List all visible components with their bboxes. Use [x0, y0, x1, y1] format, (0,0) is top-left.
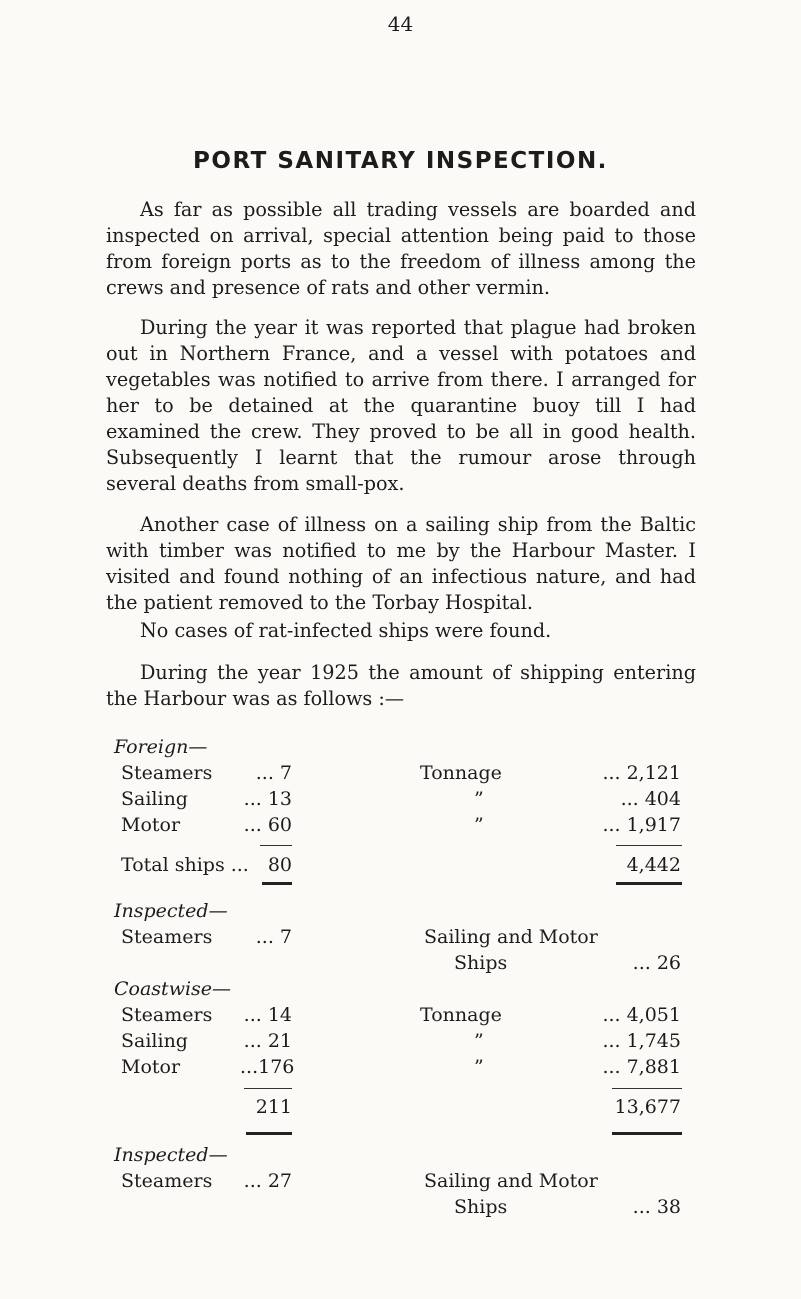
divider: [260, 845, 292, 846]
paragraph-5-text: During the year 1925 the amount of shipping entering the Harbour was as follows :—: [106, 661, 696, 710]
coastwise-row-count: ... 21: [243, 1030, 292, 1052]
foreign-row-tonnage-label: ”: [474, 788, 484, 810]
coastwise-row-tonnage: ... 4,051: [602, 1004, 681, 1026]
foreign-row-count: ... 7: [255, 762, 292, 784]
inspected-other-count: ... 38: [632, 1196, 681, 1218]
divider: [262, 882, 292, 885]
coastwise-row-label: Steamers: [121, 1004, 213, 1026]
paragraph-2-text: During the year it was reported that plague had broken out in Northern France, and a vessel with potatoes and vegetables was notified to arrive from there. I arranged for her to be detained at the quarantine buoy till I had examined the crew. They proved to be all in good health. Subsequently I learnt that the rumour arose through several deaths from small-pox.: [106, 316, 696, 495]
foreign-row-tonnage: ... 404: [620, 788, 681, 810]
coastwise-row-tonnage-label: Tonnage: [420, 1004, 502, 1026]
inspected-count: ... 7: [255, 926, 292, 948]
foreign-row-label: Motor: [121, 814, 181, 836]
inspected-heading: Inspected—: [114, 900, 228, 922]
paragraph-2: [106, 315, 696, 497]
inspected-other-label: Ships: [454, 1196, 508, 1218]
foreign-row-label: Steamers: [121, 762, 213, 784]
inspected-label: Steamers: [121, 1170, 213, 1192]
divider: [612, 1088, 682, 1089]
foreign-row-tonnage-label: ”: [474, 814, 484, 836]
coastwise-row-count: ...176: [240, 1056, 295, 1078]
inspected-other-label: Sailing and Motor: [424, 1170, 598, 1192]
coastwise-row-label: Sailing: [121, 1030, 188, 1052]
foreign-row-tonnage: ... 2,121: [602, 762, 681, 784]
inspected-other-count: ... 26: [632, 952, 681, 974]
coastwise-row-tonnage-label: ”: [474, 1030, 484, 1052]
inspected-other-label: Sailing and Motor: [424, 926, 598, 948]
inspected-count: ... 27: [243, 1170, 292, 1192]
inspected-other-label: Ships: [454, 952, 508, 974]
paragraph-3: [106, 512, 696, 616]
inspected-heading: Inspected—: [114, 1144, 228, 1166]
foreign-row-tonnage: ... 1,917: [602, 814, 681, 836]
foreign-heading: Foreign—: [114, 736, 208, 758]
divider: [246, 1132, 292, 1135]
paragraph-5: [106, 660, 696, 712]
paragraph-4-text: No cases of rat-infected ships were found.: [140, 619, 552, 642]
foreign-row-count: ... 13: [243, 788, 292, 810]
page-title: PORT SANITARY INSPECTION.: [193, 148, 608, 174]
coastwise-row-tonnage-label: ”: [474, 1056, 484, 1078]
foreign-row-tonnage-label: Tonnage: [420, 762, 502, 784]
coastwise-row-label: Motor: [121, 1056, 181, 1078]
paragraph-1: [106, 197, 696, 301]
divider: [616, 845, 682, 846]
foreign-total-count: 80: [267, 854, 292, 876]
foreign-row-count: ... 60: [243, 814, 292, 836]
foreign-total-tonnage: 4,442: [626, 854, 681, 876]
coastwise-total-count: 211: [255, 1096, 292, 1118]
paragraph-3-text: Another case of illness on a sailing ship from the Baltic with timber was notified to me by the Harbour Master. I visited and found nothing of an infectious nature, and had the patient removed to the Torbay Hospital.: [106, 513, 696, 614]
foreign-total-label: Total ships ...: [121, 854, 249, 876]
coastwise-row-count: ... 14: [243, 1004, 292, 1026]
page-number: 44: [387, 12, 414, 36]
paragraph-4: [106, 618, 696, 644]
divider: [612, 1132, 682, 1135]
divider: [616, 882, 682, 885]
coastwise-row-tonnage: ... 7,881: [602, 1056, 681, 1078]
paragraph-1-text: As far as possible all trading vessels are boarded and inspected on arrival, special attention being paid to those from foreign ports as to the freedom of illness among the crews and presence of rats and other vermin.: [106, 198, 696, 299]
coastwise-total-tonnage: 13,677: [614, 1096, 681, 1118]
coastwise-row-tonnage: ... 1,745: [602, 1030, 681, 1052]
inspected-label: Steamers: [121, 926, 213, 948]
foreign-row-label: Sailing: [121, 788, 188, 810]
coastwise-heading: Coastwise—: [114, 978, 232, 1000]
divider: [244, 1088, 292, 1089]
